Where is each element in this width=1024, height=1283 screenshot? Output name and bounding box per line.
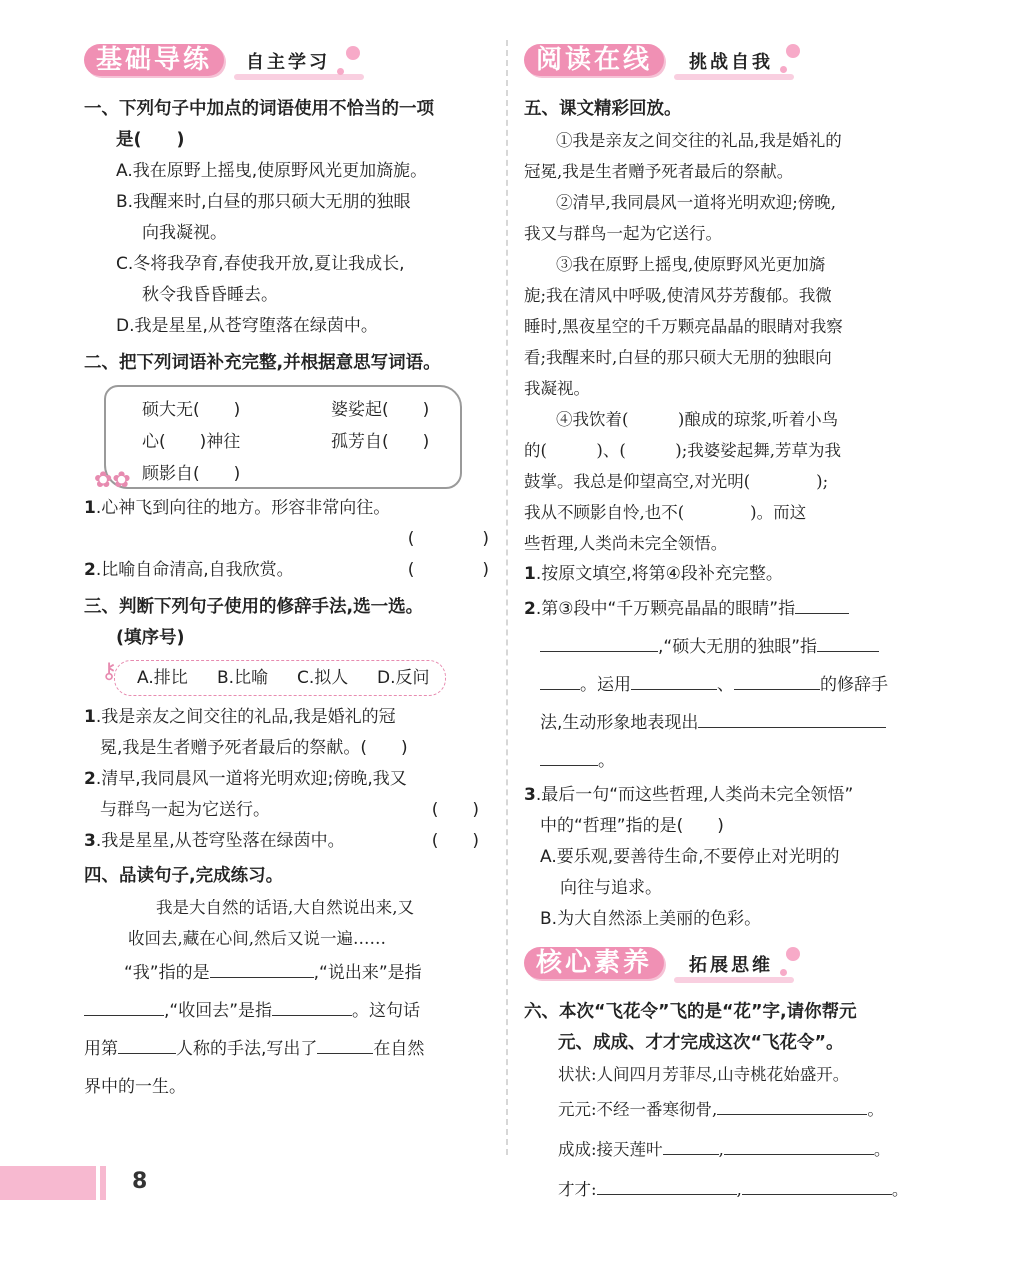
q4-fill: “我”指的是 ,“说出来”是指 ,“收回去”是指 。这句话 用第 人称的手法,写出了 在自然 界中的一生。 — [84, 954, 489, 1106]
passage-line: 我又与群鸟一起为它送行。 — [524, 224, 722, 243]
blank[interactable] — [317, 1033, 373, 1054]
passage-line: ①我是亲友之间交往的礼品,我是婚礼的 — [556, 131, 842, 150]
blank[interactable] — [795, 593, 849, 614]
blank[interactable] — [734, 669, 820, 690]
passage-line: ④我饮着( )酿成的琼浆,听着小鸟 — [556, 410, 839, 429]
q5-stem: 五、课文精彩回放。 — [524, 99, 682, 119]
dot-icon — [780, 969, 787, 976]
banner-title: 阅读在线 — [524, 44, 664, 76]
question-2 — [84, 348, 489, 586]
dot-icon — [780, 66, 787, 73]
blank[interactable] — [210, 957, 314, 978]
q1-option-d: D.我是星星,从苍穹堕落在绿茵中。 — [116, 316, 378, 336]
q6-line-4: 才才: , 。 — [524, 1170, 934, 1210]
blank[interactable] — [663, 1134, 719, 1155]
blank[interactable] — [118, 1033, 176, 1054]
q6-line-1: 状状:人间四月芳菲尽,山寺桃花始盛开。 — [558, 1065, 850, 1084]
blank[interactable] — [742, 1174, 892, 1195]
q3-item-2: 2.清早,我同晨风一道将光明欢迎;傍晚,我又 — [84, 769, 407, 789]
q5-item-3: 3.最后一句“而这些哲理,人类尚未完全领悟” — [524, 785, 854, 805]
dot-icon — [337, 68, 344, 75]
q5-item-3-cont: 中的“哲理”指的是( ) — [540, 816, 724, 836]
passage-line: ③我在原野上摇曳,使原野风光更加旖 — [556, 255, 826, 274]
dot-icon — [786, 44, 800, 58]
blank[interactable] — [817, 631, 879, 652]
passage-line: 我凝视。 — [524, 379, 590, 398]
passage-line: 冠冕,我是生者赠予死者最后的祭献。 — [524, 162, 794, 181]
q5-item-2: 2.第③段中“千万颗亮晶晶的眼睛”指 ,“硕大无朋的独眼”指 。运用 、 的修辞手 法,生动形象地表现出 。 — [524, 590, 934, 780]
passage-line: ②清早,我同晨风一道将光明欢迎;傍晚, — [556, 193, 837, 212]
word-box — [94, 385, 462, 493]
blank[interactable] — [724, 1134, 874, 1155]
banner-subtitle: 挑战自我 — [689, 52, 773, 73]
banner-subtitle: 自主学习 — [246, 52, 330, 73]
page-number: 8 — [132, 1169, 148, 1194]
passage-line: 睡时,黑夜星空的千万颗亮晶晶的眼睛对我察 — [524, 317, 843, 336]
dot-icon — [786, 947, 800, 961]
q1-option-b: B.我醒来时,白昼的那只硕大无朋的独眼 — [116, 192, 411, 212]
q3-item-2-cont: 与群鸟一起为它送行。 ( ) — [84, 795, 489, 826]
choice-d: D.反问 — [377, 668, 430, 688]
q5-option-a: A.要乐观,要善待生命,不要停止对光明的 — [540, 847, 840, 867]
passage-line: 鼓掌。我总是仰望高空,对光明( ); — [524, 472, 829, 491]
blank[interactable] — [597, 1174, 737, 1195]
question-6 — [524, 997, 934, 1210]
banner-reading — [524, 38, 934, 84]
banner-core — [524, 941, 934, 987]
passage-line: 我从不顾影自怜,也不( )。而这 — [524, 503, 807, 522]
q1-option-c: C.冬将我孕育,春使我开放,夏让我成长, — [116, 254, 405, 274]
blank[interactable] — [631, 669, 717, 690]
choice-b: B.比喻 — [217, 668, 269, 688]
q1-stem2: 是( ) — [116, 130, 185, 150]
banner-basic — [84, 38, 489, 84]
blank[interactable] — [540, 631, 658, 652]
blank[interactable] — [272, 995, 352, 1016]
word-4: 孤芳自( ) — [331, 432, 430, 452]
q6-stem: 六、本次“飞花令”飞的是“花”字,请你帮元 — [524, 1002, 857, 1022]
answer-paren[interactable]: ( ) — [407, 529, 489, 549]
choice-a: A.排比 — [137, 668, 188, 688]
word-3: 心( )神往 — [142, 432, 241, 452]
blank[interactable] — [84, 995, 164, 1016]
banner-title: 核心素养 — [524, 947, 664, 979]
q3-item-3: 3.我是星星,从苍穹坠落在绿茵中。 ( ) — [84, 826, 489, 857]
q5-option-b: B.为大自然添上美丽的色彩。 — [540, 909, 762, 929]
footer-bar — [0, 1166, 96, 1200]
passage-line: 看;我醒来时,白昼的那只硕大无朋的独眼向 — [524, 348, 832, 367]
footer-bar-accent — [100, 1166, 106, 1200]
dot-icon — [346, 46, 360, 60]
answer-paren[interactable]: ( ) — [407, 560, 489, 580]
word-2: 婆娑起( ) — [331, 400, 430, 420]
banner-title: 基础导练 — [84, 44, 224, 76]
q3-item-1-cont: 冕,我是生者赠予死者最后的祭献。( ) — [100, 738, 408, 758]
q6-stem2: 元、成成、才才完成这次“飞花令”。 — [558, 1033, 844, 1053]
passage-line: 旎;我在清风中呼吸,使清风芬芳馥郁。我微 — [524, 286, 832, 305]
right-column — [524, 38, 934, 1210]
column-divider — [506, 40, 508, 1155]
q1-option-c-cont: 秋令我昏昏睡去。 — [142, 285, 278, 305]
q2-stem: 二、把下列词语补充完整,并根据意思写词语。 — [84, 353, 441, 373]
question-4 — [84, 861, 489, 1106]
answer-paren[interactable]: ( ) — [431, 831, 479, 851]
left-column — [84, 38, 489, 1106]
question-3 — [84, 592, 489, 857]
flower-icon: ✿✿ — [94, 468, 131, 493]
passage-line: 些哲理,人类尚未完全领悟。 — [524, 534, 728, 553]
q2-item-2: 2.比喻自命清高,自我欣赏。 ( ) — [84, 555, 489, 586]
answer-paren[interactable]: ( ) — [431, 800, 479, 820]
blank[interactable] — [698, 707, 886, 728]
q3-stem2: (填序号) — [116, 628, 185, 648]
choice-box — [101, 659, 446, 696]
q6-line-3: 成成:接天莲叶 , 。 — [524, 1130, 934, 1170]
q1-option-b-cont: 向我凝视。 — [142, 223, 227, 243]
q4-stem: 四、品读句子,完成练习。 — [84, 866, 284, 886]
choice-c: C.拟人 — [297, 668, 349, 688]
blank[interactable] — [717, 1094, 867, 1115]
blank[interactable] — [540, 669, 580, 690]
q2-item-1: 1.心神飞到向往的地方。形容非常向往。 — [84, 498, 391, 518]
q1-stem: 一、下列句子中加点的词语使用不恰当的一项 — [84, 99, 434, 119]
word-1: 硕大无( ) — [142, 400, 241, 420]
banner-subtitle: 拓展思维 — [689, 955, 773, 976]
question-5 — [524, 94, 934, 935]
q4-quote-2: 收回去,藏在心间,然后又说一遍…… — [128, 929, 386, 948]
word-5: 顾影自( ) — [142, 464, 241, 484]
q5-item-1: 1.按原文填空,将第④段补充完整。 — [524, 564, 783, 584]
question-1 — [84, 94, 489, 342]
q3-stem: 三、判断下列句子使用的修辞手法,选一选。 — [84, 597, 424, 617]
q5-option-a-cont: 向往与追求。 — [560, 878, 662, 898]
passage-line: 的( )、( );我婆娑起舞,芳草为我 — [524, 441, 842, 460]
key-icon: ⚷ — [101, 659, 118, 684]
blank[interactable] — [540, 745, 598, 766]
q3-item-1: 1.我是亲友之间交往的礼品,我是婚礼的冠 — [84, 707, 396, 727]
q6-line-2: 元元:不经一番寒彻骨, 。 — [524, 1090, 934, 1130]
q1-option-a: A.我在原野上摇曳,使原野风光更加旖旎。 — [116, 161, 428, 181]
q4-quote-1: 我是大自然的话语,大自然说出来,又 — [156, 898, 414, 917]
